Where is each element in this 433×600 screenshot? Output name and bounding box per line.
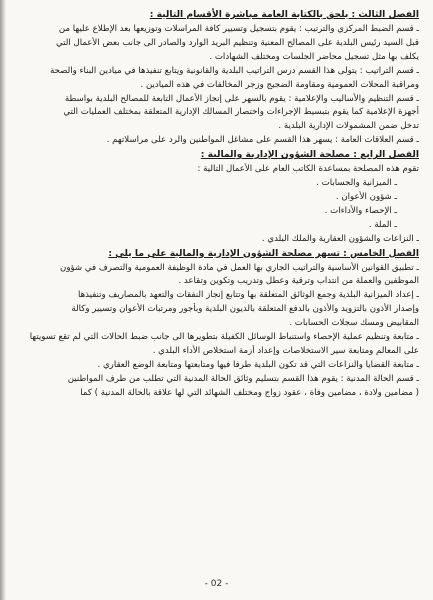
text-line: ( مضامين ولادة ، مضامين وفاة ، عقود زواج ومختلف الشهائد التي لها علاقة بالحالة المدنية ) كما: [80, 387, 419, 398]
text-line: ـ قسم العلاقات العامة : يسهر هذا القسم على مشاغل المواطنين والرد على مراسلاتهم .: [106, 135, 419, 146]
text-line: ـ النزاعات والشؤون العقارية والملك البلدي .: [261, 233, 419, 244]
section-heading: الفصل الخامس : تسهر مصلحة الشؤون الإدارية والمالية على ما يلي :: [108, 247, 419, 259]
text-line: يكلف بها مثل تسجيل محاضر الجلسات ومختلف الشهادات .: [209, 51, 419, 62]
scan-edge-shadow: [0, 0, 6, 600]
text-line: ومراقبة المحلات العمومية ومقاومة الضجيج وزجر المخالفات في هذه الميادين .: [140, 79, 419, 90]
text-line: ـ متابعة القضايا والنزاعات التي قد تكون البلدية طرفا فيها ومتابعتها ومتابعة الوضع العقاري .: [97, 360, 419, 370]
text-line: على المعالم ومتابعة سير الاستخلاصات وإعداد أزمة استخلاص الأداء البلدي .: [152, 346, 419, 357]
text-line: تقوم هذه المصلحة بمساعدة الكاتب العام على الأعمال التالية :: [197, 164, 419, 175]
page-number: - 02 -: [204, 579, 229, 590]
text-line: ـ قسم الضبط المركزي والترتيب : يقوم بتسجيل وتسيير كافة المراسلات وتوزيعها بعد الإطلاع عليها من: [58, 23, 419, 34]
text-line: ـ متابعة وتنظيم عملية الإحصاء واستنباط الوسائل الكفيلة بتطويرها الى جانب ضبط الحالات التي لم تقع تسويتها: [29, 332, 419, 343]
text-line: ـ الإحصاء والأداءات .: [324, 205, 397, 216]
section-heading: الفصل الثالث : يلحق بالكتابة العامة مباشرة الأقسام التالية :: [149, 9, 419, 20]
text-line: ـ قسم الحالة المدنية : يقوم هذا القسم بتسليم وثائق الحالة المدنية التي تطلب من طرف المواطنين: [67, 373, 419, 384]
text-line: وإصدار الأذون بالتزويد والأذون بالدفع المتعلقة بالديون البلدية وبأجور ومرتبات الأعوان وتسيير وكالة: [71, 304, 419, 315]
text-line: قبل السيد رئيس البلدية على المصالح المعنية وتنظيم البريد الوارد والصادر الى جانب بعض الأعمال التي: [55, 37, 419, 48]
text-line: أجهزة الإعلامية كما يقوم بتبسيط الإجراءات واختصار المسالك الإدارية المتعلقة بمختلف العمليات التي: [63, 107, 419, 118]
text-line: ـ تطبيق القوانين الأساسية والتراتيب الجاري بها العمل في مادة الوظيفة العمومية والتصرف في شؤون: [60, 262, 419, 273]
text-line: ـ قسم التراتيب : يتولى هذا القسم درس التراتيب البلدية والقانونية ويتابع تنفيذها في ميادين البناء والصحة: [49, 65, 419, 76]
section-heading: الفصل الرابع : مصلحة الشؤون الإدارية والمالية :: [200, 149, 419, 161]
text-line: ـ قسم التنظيم والأساليب والإعلامية : يقوم بالسهر على إنجاز الأعمال التابعة للمصالح البلدية بواسطة: [64, 93, 419, 104]
text-line: ـ الميزانية والحسابات .: [316, 178, 397, 189]
text-line: الموظفين والعملة من انتداب وترقية وعطل وتدريب وتكوين وتقاعد .: [178, 276, 419, 287]
text-line: ـ شؤون الأعوان .: [335, 191, 397, 202]
document-body: [12, 8, 419, 401]
text-line: ـ الملة .: [368, 219, 397, 230]
text-line: تدخل ضمن المشمولات الإدارية البلدية .: [278, 121, 419, 132]
text-line: ـ إعداد الميزانية البلدية وجمع الوثائق المتعلقة بها وتتابع إنجاز النفقات والتعهد بالمصاريف وتنفيذها: [77, 290, 419, 301]
text-line: المقابيض ومسك سجلات الحسابات .: [289, 318, 419, 329]
